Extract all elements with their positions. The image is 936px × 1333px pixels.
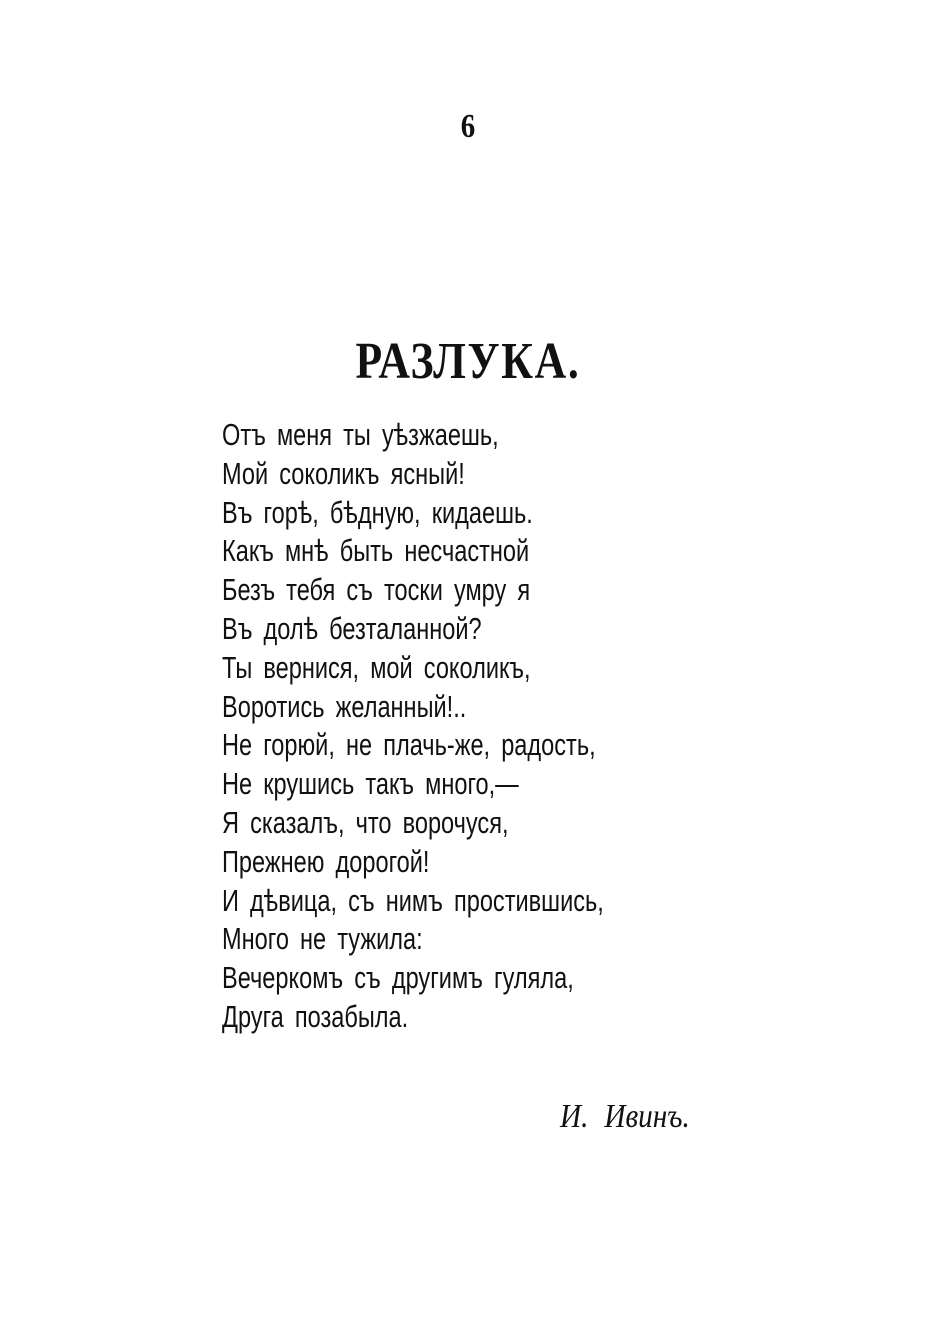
poem-line: Отъ меня ты уѣзжаешь, [222,417,499,452]
poem-body [222,416,742,1037]
poem-line: Воротись желанный!.. [222,688,467,724]
poem-line: Вечеркомъ съ другимъ гуляла, [222,960,574,996]
poem-title: РАЗЛУКА. [355,333,581,390]
author-signature: И. Ивинъ. [560,1098,690,1135]
poem-line: Какъ мнѣ быть несчастной [222,533,530,569]
poem-line: Много не тужила: [222,921,423,957]
poem-line: Друга позабыла. [222,998,409,1034]
poem-line: Мой соколикъ ясный! [222,455,465,491]
poem-line: Я сказалъ, что ворочуся, [222,804,509,840]
poem-line: Не крушись такъ много,— [222,766,519,802]
poem-line: И дѣвица, съ нимъ простившись, [222,882,604,918]
poem-line: Въ долѣ безталанной? [222,610,482,646]
poem-line: Въ горѣ, бѣдную, кидаешь. [222,494,533,530]
page-number: 6 [460,108,476,145]
poem-line: Прежнею дорогой! [222,843,430,879]
poem-line: Ты вернися, мой соколикъ, [222,649,531,685]
poem-line: Безъ тебя съ тоски умру я [222,572,531,608]
poem-line: Не горюй, не плачь-же, радость, [222,727,596,763]
